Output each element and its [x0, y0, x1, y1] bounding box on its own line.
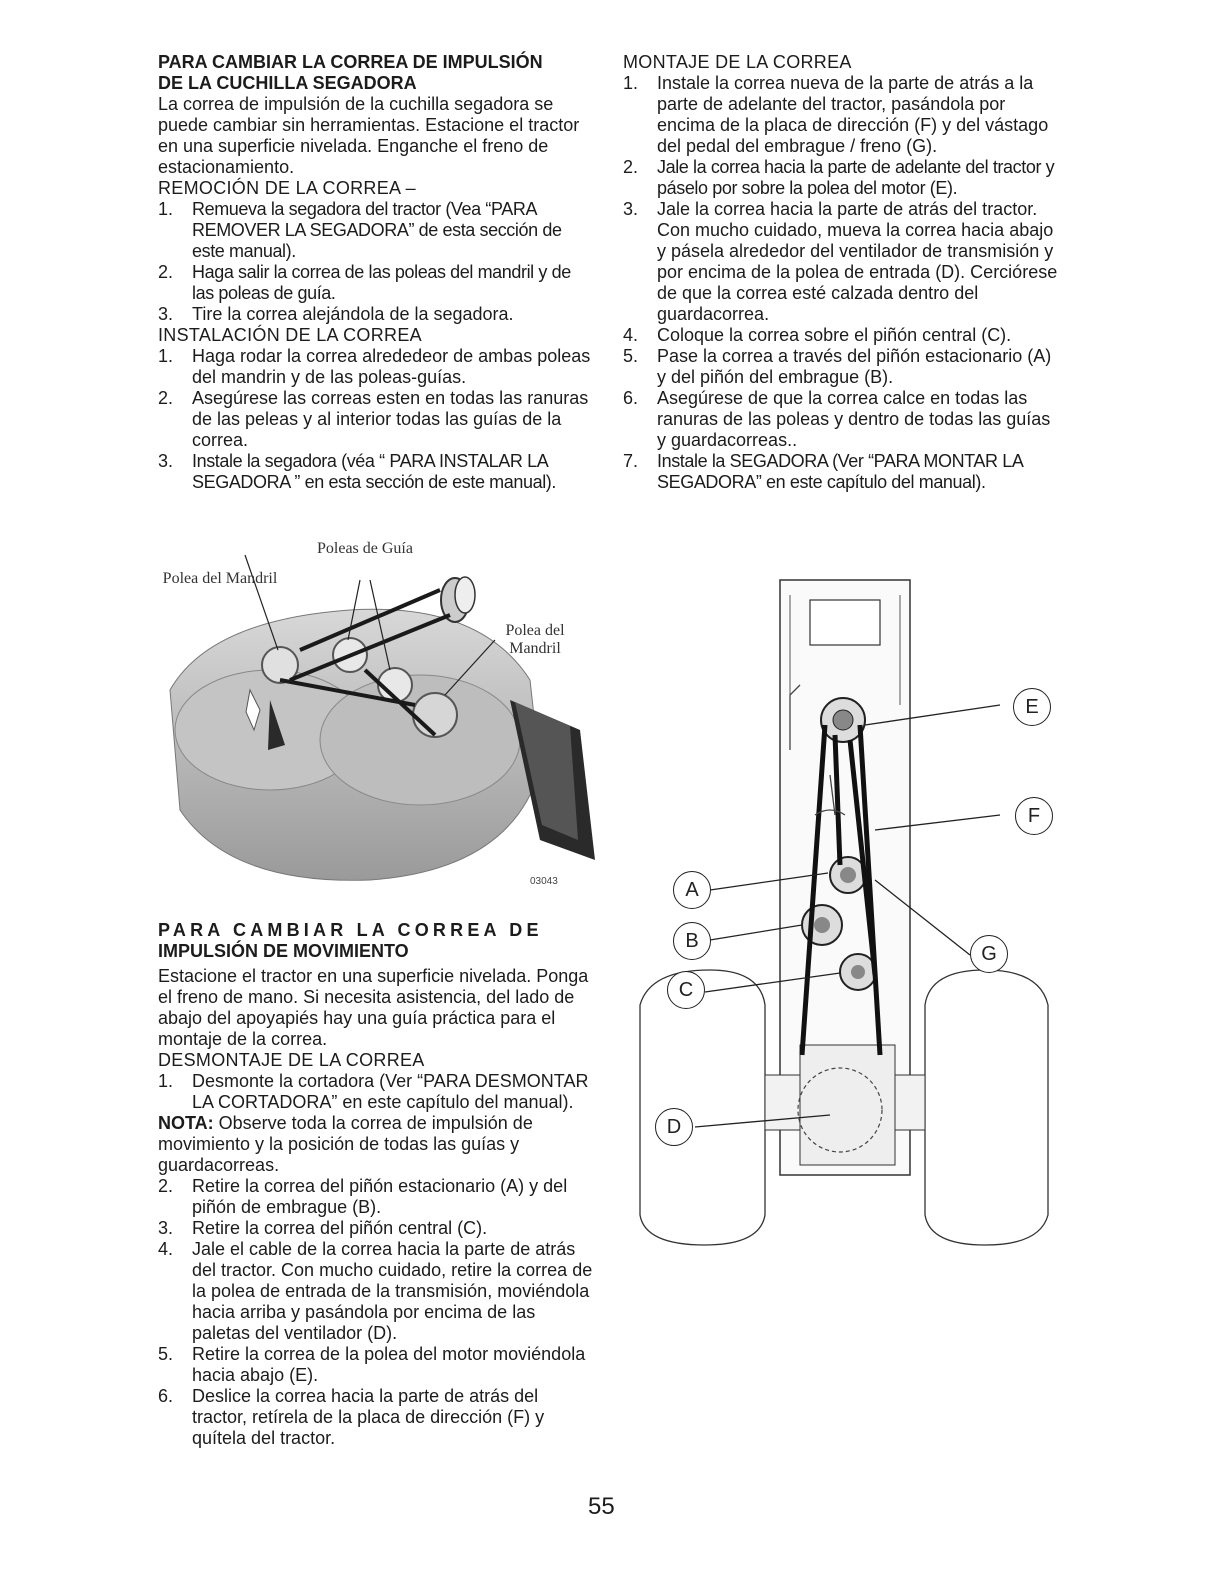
note — [158, 1113, 595, 1176]
belt-dismount-heading: DESMONTAJE DE LA CORREA — [158, 1050, 425, 1070]
guide-pulleys-label: Poleas de Guía — [317, 540, 413, 557]
list-item: 4. Coloque la correa sobre el piñón central (C). — [623, 325, 1012, 345]
callout-b: B — [673, 922, 711, 960]
belt-mount-heading: MONTAJE DE LA CORREA — [623, 52, 852, 72]
list-item: 6. Asegúrese de que la correa calce en todas las ranuras de las poleas y dentro de todas las guías y guardacorreas.. — [623, 388, 1051, 450]
callout-d: D — [655, 1108, 693, 1146]
note-text: Observe toda la correa de impulsión de movimiento y la posición de todas las guías y guardacorreas. — [158, 1113, 533, 1175]
list-item: 1. Haga rodar la correa alrededeor de ambas poleas del mandrin y de las poleas-guías. — [158, 346, 591, 387]
drive-belt-intro: Estacione el tractor en una superficie nivelada. Ponga el freno de mano. Si necesita asistencia, del lado de abajo del apoyapiés hay una guía práctica para el montaje de la correa. — [158, 966, 589, 1049]
figure-code: 03043 — [530, 876, 558, 887]
left-column-bottom — [158, 920, 595, 1449]
drive-belt-title-line1: PARA CAMBIAR LA CORREA DE — [158, 920, 543, 940]
belt-removal-steps — [158, 199, 595, 325]
drive-belt-title-line2: IMPULSIÓN DE MOVIMIENTO — [158, 941, 409, 961]
list-item: 5. Retire la correa de la polea del motor moviéndola hacia abajo (E). — [158, 1344, 586, 1385]
list-item: 3. Retire la correa del piñón central (C). — [158, 1218, 488, 1238]
list-item: 2. Retire la correa del piñón estacionario (A) y del piñón de embrague (B). — [158, 1176, 568, 1217]
callout-f: F — [1015, 797, 1053, 835]
callout-c: C — [667, 971, 705, 1009]
belt-install-steps — [158, 346, 595, 493]
list-item: 3. Instale la segadora (véa “ PARA INSTALAR LA SEGADORA ” en esta sección de este manual). — [158, 451, 556, 492]
blade-belt-intro: La correa de impulsión de la cuchilla segadora se puede cambiar sin herramientas. Estacione el tractor en una superficie nivelada. Enganche el freno de estacionamiento. — [158, 94, 580, 177]
tractor-belt-diagram — [630, 575, 1070, 1255]
list-item: 4. Jale el cable de la correa hacia la parte de atrás del tractor. Con mucho cuidado, retire la correa de la polea de entrada de la transmisión, moviéndola hacia arriba y pasándola por encima de las paletas del ventilador (D). — [158, 1239, 593, 1343]
list-item: 1. Instale la correa nueva de la parte de atrás a la parte de adelante del tractor, pasándola por encima de la placa de dirección (F) y del vástago del pedal del embrague / freno (G). — [623, 73, 1049, 156]
mower-deck-illustration — [150, 540, 600, 900]
list-item: 2. Jale la correa hacia la parte de adelante del tractor y páselo por sobre la polea del motor (E). — [623, 157, 1055, 198]
list-item: 2. Haga salir la correa de las poleas del mandril y de las poleas de guía. — [158, 262, 571, 303]
belt-install-heading: INSTALACIÓN DE LA CORREA — [158, 325, 422, 345]
callout-g: G — [970, 935, 1008, 973]
belt-removal-heading: REMOCIÓN DE LA CORREA – — [158, 178, 416, 198]
right-column — [623, 52, 1061, 493]
list-item: 3. Jale la correa hacia la parte de atrás del tractor. Con mucho cuidado, mueva la correa hacia abajo y pásela alrededor del ventilador de transmisión y por encima de la polea de entrada (D). Cerciórese de que la correa esté calzada dentro del guardacorrea. — [623, 199, 1058, 324]
callout-e: E — [1013, 688, 1051, 726]
list-item: 5. Pase la correa a través del piñón estacionario (A) y del piñón del embrague (B). — [623, 346, 1052, 387]
spindle-pulley-label-left: Polea del Mandril — [162, 570, 278, 587]
page-number: 55 — [588, 1493, 615, 1520]
list-item: 3. Tire la correa alejándola de la segadora. — [158, 304, 514, 324]
spindle-pulley-label-right: Polea del Mandril — [505, 622, 565, 657]
mower-deck-figure — [150, 540, 600, 900]
list-item: 7. Instale la SEGADORA (Ver “PARA MONTAR LA SEGADORA” en este capítulo del manual). — [623, 451, 1023, 492]
blade-belt-title-line2: DE LA CUCHILLA SEGADORA — [158, 73, 417, 93]
list-item: 1. Desmonte la cortadora (Ver “PARA DESMONTAR LA CORTADORA” en este capítulo del manual). — [158, 1071, 589, 1112]
tractor-belt-figure — [630, 575, 1070, 1255]
callout-a: A — [673, 871, 711, 909]
list-item: 6. Deslice la correa hacia la parte de atrás del tractor, retírela de la placa de dirección (F) y quítela del tractor. — [158, 1386, 545, 1448]
list-item: 1. Remueva la segadora del tractor (Vea “PARA REMOVER LA SEGADORA” de esta sección de este manual). — [158, 199, 562, 261]
blade-belt-title-line1: PARA CAMBIAR LA CORREA DE IMPULSIÓN — [158, 52, 543, 72]
belt-dismount-steps-b — [158, 1176, 595, 1449]
note-label: NOTA: — [158, 1113, 214, 1133]
left-column-top — [158, 52, 595, 493]
center-pulley-c — [840, 954, 876, 990]
list-item: 2. Asegúrese las correas esten en todas las ranuras de las peleas y al interior todas las guías de la correa. — [158, 388, 589, 450]
belt-dismount-steps-a — [158, 1071, 595, 1113]
belt-mount-steps — [623, 73, 1061, 493]
